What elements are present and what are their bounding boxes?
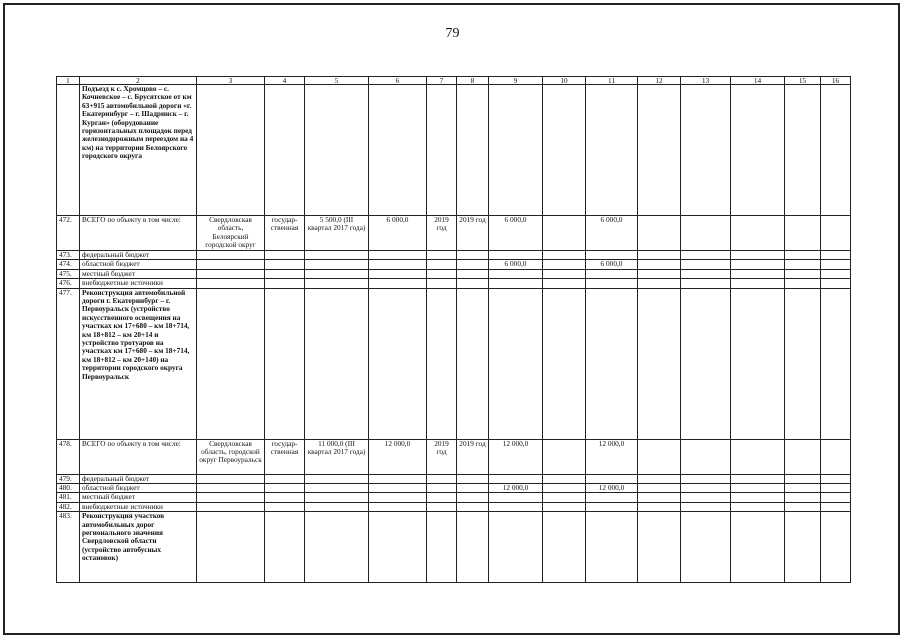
row-label: местный бюджет bbox=[80, 493, 197, 502]
col-header: 13 bbox=[681, 77, 731, 85]
col-header: 6 bbox=[369, 77, 427, 85]
row-number: 473. bbox=[57, 251, 80, 260]
cell-value: 2019 год bbox=[427, 216, 457, 251]
budget-table bbox=[56, 76, 851, 583]
col-header: 10 bbox=[543, 77, 586, 85]
table-row bbox=[57, 502, 851, 511]
cell-value: 6 000,0 bbox=[489, 260, 543, 269]
cell-value: 12 000,0 bbox=[586, 484, 638, 493]
project-description: Реконструкция участков автомобильных дорог регионального значения Свердловской области (устройство автобусных остановок) bbox=[80, 512, 197, 583]
table-row bbox=[57, 279, 851, 288]
table-row bbox=[57, 512, 851, 583]
row-number: 480. bbox=[57, 484, 80, 493]
row-label: федеральный бюджет bbox=[80, 474, 197, 483]
col-header: 5 bbox=[305, 77, 369, 85]
row-label: ВСЕГО по объекту в том числе: bbox=[80, 216, 197, 251]
cell-value: 12 000,0 bbox=[489, 484, 543, 493]
table-row bbox=[57, 216, 851, 251]
col-header: 1 bbox=[57, 77, 80, 85]
row-number: 479. bbox=[57, 474, 80, 483]
ownership: государ-ственная bbox=[265, 216, 305, 251]
table-row bbox=[57, 484, 851, 493]
table-row bbox=[57, 288, 851, 439]
cell-value: 12 000,0 bbox=[369, 439, 427, 474]
location: Свердловская область, городской округ Первоуральск bbox=[197, 439, 265, 474]
row-number: 474. bbox=[57, 260, 80, 269]
row-number: 477. bbox=[57, 288, 80, 439]
project-description: Реконструкция автомобильной дороги г. Екатеринбург – г. Первоуральск (устройство искусственного освещения на участках км 17+680 – км 18+714, км 18+812 – км 20+14 и устройство тротуаров на участках км 17+680 – км 18+714, км 18+812 – км 20+140) на территории городского округа Первоуральск bbox=[80, 288, 197, 439]
row-label: областной бюджет bbox=[80, 484, 197, 493]
cell-value: 6 000,0 bbox=[586, 260, 638, 269]
cell-value: 6 000,0 bbox=[489, 216, 543, 251]
cell-value: 2019 год bbox=[457, 439, 489, 474]
row-label: внебюджетные источники bbox=[80, 502, 197, 511]
row-number: 476. bbox=[57, 279, 80, 288]
row-number: 472. bbox=[57, 216, 80, 251]
row-number: 481. bbox=[57, 493, 80, 502]
col-header: 8 bbox=[457, 77, 489, 85]
col-header: 3 bbox=[197, 77, 265, 85]
row-number: 482. bbox=[57, 502, 80, 511]
project-description: Подъезд к с. Хромцово – с. Кочневское – с. Брусятское от км 63+915 автомобильной дороги «г. Екатеринбург – г. Шадринск – г. Курган» (оборудование горизонтальных площадок перед железнодорожным переездом на 4 км) на территории Белоярского городского округа bbox=[80, 85, 197, 216]
cell-value: 2019 год bbox=[427, 439, 457, 474]
col-header: 7 bbox=[427, 77, 457, 85]
col-header: 2 bbox=[80, 77, 197, 85]
row-number: 483. bbox=[57, 512, 80, 583]
col-header: 11 bbox=[586, 77, 638, 85]
table-row bbox=[57, 251, 851, 260]
table-row bbox=[57, 493, 851, 502]
col-header: 15 bbox=[785, 77, 821, 85]
table-row bbox=[57, 474, 851, 483]
cell-value: 6 000,0 bbox=[369, 216, 427, 251]
estimated-cost: 11 000,0 (III квартал 2017 года) bbox=[305, 439, 369, 474]
col-header: 14 bbox=[731, 77, 785, 85]
table-row bbox=[57, 260, 851, 269]
ownership: государ-ственная bbox=[265, 439, 305, 474]
row-number: 475. bbox=[57, 269, 80, 278]
table-row bbox=[57, 439, 851, 474]
row-label: местный бюджет bbox=[80, 269, 197, 278]
cell-value: 6 000,0 bbox=[586, 216, 638, 251]
cell-value: 12 000,0 bbox=[489, 439, 543, 474]
table-row bbox=[57, 269, 851, 278]
col-header: 12 bbox=[638, 77, 681, 85]
cell-value: 2019 год bbox=[457, 216, 489, 251]
row-label: федеральный бюджет bbox=[80, 251, 197, 260]
row-label: областной бюджет bbox=[80, 260, 197, 269]
cell-value: 12 000,0 bbox=[586, 439, 638, 474]
table-row bbox=[57, 85, 851, 216]
page-number: 79 bbox=[445, 26, 460, 41]
estimated-cost: 5 500,0 (III квартал 2017 года) bbox=[305, 216, 369, 251]
col-header: 16 bbox=[821, 77, 851, 85]
row-label: ВСЕГО по объекту в том числе: bbox=[80, 439, 197, 474]
col-header: 9 bbox=[489, 77, 543, 85]
location: Свердловская область, Белоярский городской округ bbox=[197, 216, 265, 251]
column-number-row bbox=[57, 77, 851, 85]
col-header: 4 bbox=[265, 77, 305, 85]
row-label: внебюджетные источники bbox=[80, 279, 197, 288]
row-number: 478. bbox=[57, 439, 80, 474]
